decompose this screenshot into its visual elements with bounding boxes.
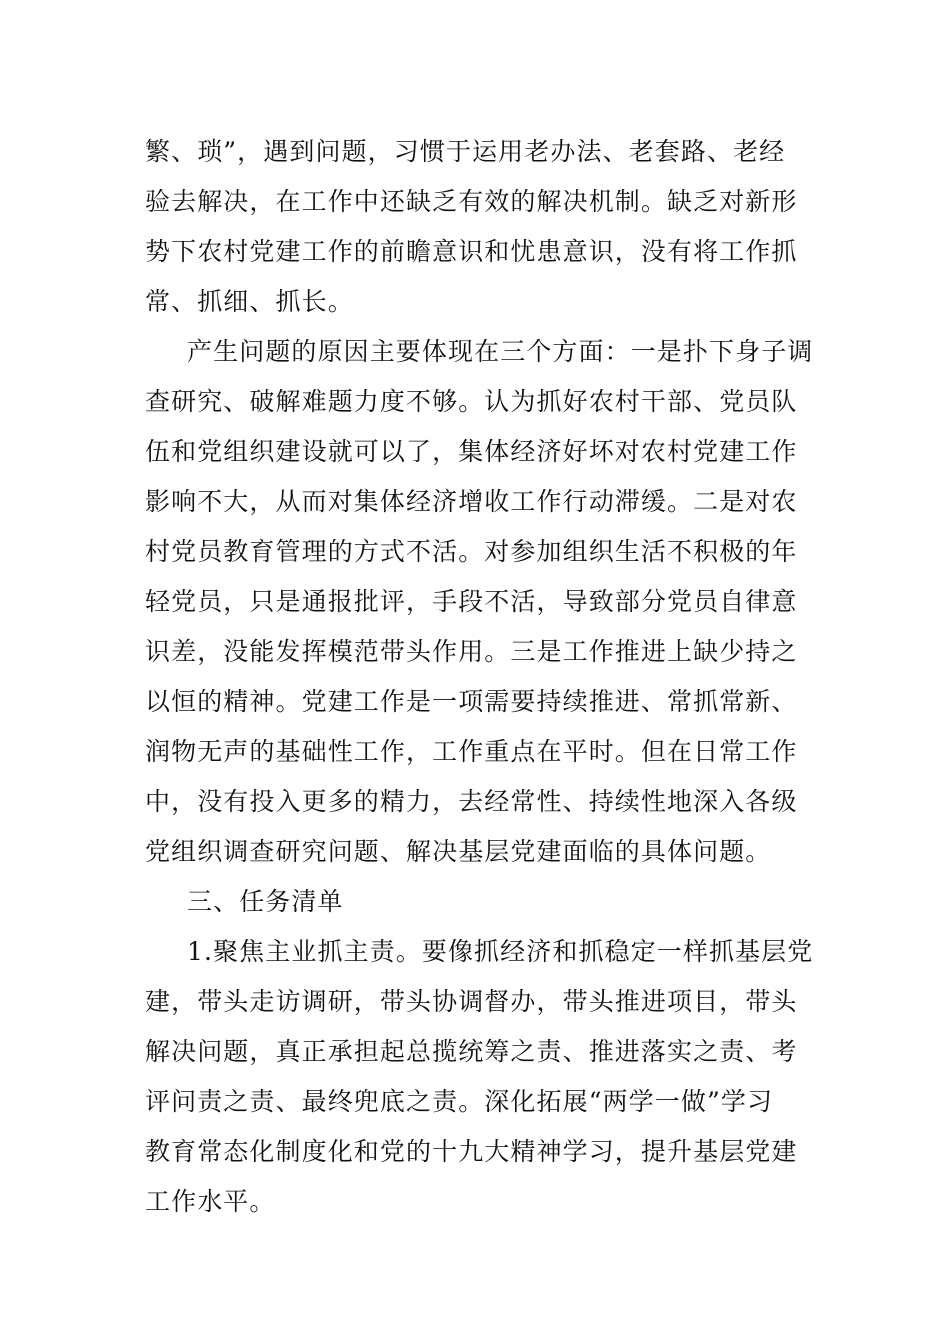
text-line: 常、抓细、抓长。	[145, 287, 354, 316]
text-line: 识差，没能发挥模范带头作用。三是工作推进上缺少持之	[145, 637, 798, 666]
text-line: 1.聚焦主业抓主责。要像抓经济和抓稳定一样抓基层党	[187, 937, 814, 966]
text-line: 评问责之责、最终兜底之责。深化拓展“两学一做”学习	[145, 1087, 774, 1116]
text-line: 以恒的精神。党建工作是一项需要持续推进、常抓常新、	[145, 687, 798, 716]
text-line: 润物无声的基础性工作，工作重点在平时。但在日常工作	[145, 737, 798, 766]
text-line: 查研究、破解难题力度不够。认为抓好农村干部、党员队	[145, 387, 798, 416]
text-line: 村党员教育管理的方式不活。对参加组织生活不积极的年	[145, 537, 798, 566]
text-line: 繁、琐”，遇到问题，习惯于运用老办法、老套路、老经	[145, 137, 786, 166]
text-line: 势下农村党建工作的前瞻意识和忧患意识，没有将工作抓	[145, 237, 798, 266]
text-line: 建，带头走访调研，带头协调督办，带头推进项目，带头	[145, 987, 798, 1016]
text-line: 影响不大，从而对集体经济增收工作行动滞缓。二是对农	[145, 487, 798, 516]
text-line: 解决问题，真正承担起总揽统筹之责、推进落实之责、考	[145, 1037, 798, 1066]
text-line: 验去解决，在工作中还缺乏有效的解决机制。缺乏对新形	[145, 187, 798, 216]
paragraph	[145, 927, 814, 1227]
text-line: 伍和党组织建设就可以了，集体经济好坏对农村党建工作	[145, 437, 798, 466]
paragraph	[145, 327, 814, 877]
text-line: 中，没有投入更多的精力，去经常性、持续性地深入各级	[145, 787, 798, 816]
text-line: 轻党员，只是通报批评，手段不活，导致部分党员自律意	[145, 587, 798, 616]
text-line: 工作水平。	[145, 1187, 276, 1216]
paragraph	[145, 877, 810, 927]
text-line: 教育常态化制度化和党的十九大精神学习，提升基层党建	[145, 1137, 798, 1166]
text-line: 产生问题的原因主要体现在三个方面：一是扑下身子调	[187, 337, 814, 366]
document-body	[145, 127, 814, 1227]
text-line: 三、任务清单	[187, 887, 344, 916]
text-line: 党组织调查研究问题、解决基层党建面临的具体问题。	[145, 837, 772, 866]
paragraph	[145, 127, 810, 327]
